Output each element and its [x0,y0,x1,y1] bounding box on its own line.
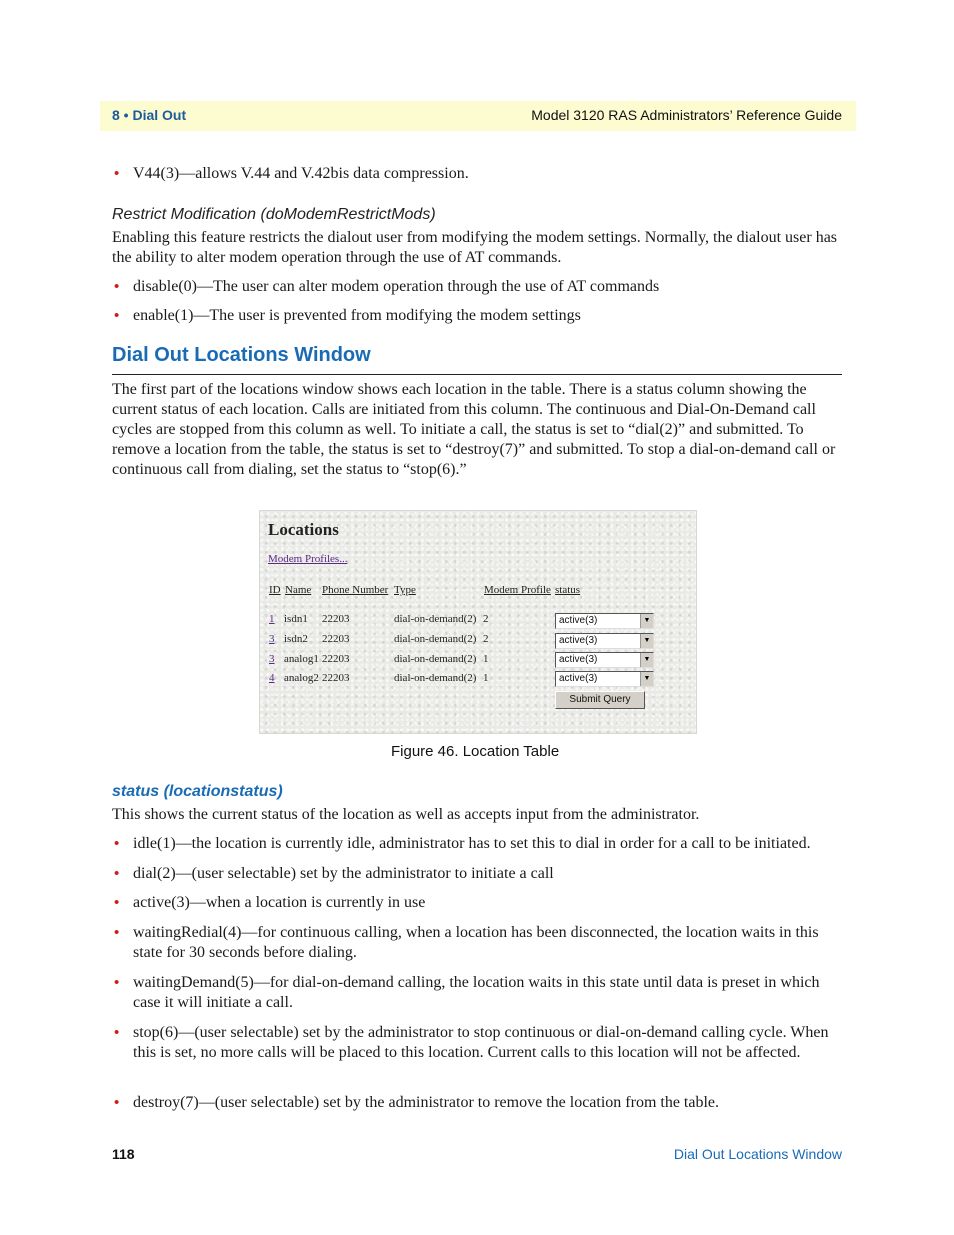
column-header-type: Type [394,584,416,596]
bullet-icon: • [114,1094,120,1111]
list-item [112,1093,842,1113]
figure-caption: Figure 46. Location Table [391,743,560,760]
row-profile: 2 [483,613,489,625]
bullet-text: idle(1)—the location is currently idle, administrator has to set this to dial in order for a call to be initiated. [133,835,811,852]
row-phone: 22203 [322,653,350,665]
section-heading: Dial Out Locations Window [112,344,371,366]
dropdown-arrow-icon[interactable]: ▼ [640,672,653,686]
bullet-icon: • [114,307,120,324]
header-guide-title: Model 3120 RAS Administrators’ Reference Guide [531,107,842,123]
row-id-link[interactable]: 4 [269,672,275,684]
row-profile: 1 [483,672,489,684]
bullet-text: active(3)—when a location is currently in use [133,894,426,911]
list-item [112,306,842,326]
column-header-name: Name [285,584,312,596]
page-number: 118 [112,1146,135,1162]
modem-profiles-link[interactable]: Modem Profiles... [268,553,348,565]
row-profile: 1 [483,653,489,665]
bullet-icon: • [114,865,120,882]
status-paragraph: This shows the current status of the location as well as accepts input from the administrator. [112,806,700,823]
bullet-text: V44(3)—allows V.44 and V.42bis data compression. [133,165,469,182]
row-type: dial-on-demand(2) [394,672,477,684]
restrict-paragraph: Enabling this feature restricts the dialout user from modifying the modem settings. Normally, the dialout user has the ability to alter modem operation through the use of AT commands. [112,229,838,266]
footer-section-title: Dial Out Locations Window [673,1146,842,1162]
row-type: dial-on-demand(2) [394,613,477,625]
column-header-id: ID [269,584,281,596]
bullet-text: enable(1)—The user is prevented from modifying the modem settings [133,307,581,324]
row-id-link[interactable]: 3 [269,653,275,665]
list-item [112,834,842,854]
row-type: dial-on-demand(2) [394,653,477,665]
header-chapter: 8 • Dial Out [112,107,187,123]
status-select-value: active(3) [559,635,598,646]
restrict-heading: Restrict Modification (doModemRestrictMods) [112,206,436,223]
bullet-text: waitingDemand(5)—for dial-on-demand calling, the location waits in this state until data is preset in which case it will initiate a call. [133,974,820,1011]
row-name: isdn2 [284,633,308,645]
status-select[interactable] [555,652,654,668]
bullet-icon: • [114,894,120,911]
bullet-icon: • [114,278,120,295]
list-item [112,893,842,913]
bullet-text: waitingRedial(4)—for continuous calling, when a location has been disconnected, the location waits in this state for 30 seconds before dialing. [133,924,819,961]
dropdown-arrow-icon[interactable]: ▼ [640,634,653,648]
row-profile: 2 [483,633,489,645]
column-header-profile: Modem Profile [484,584,551,596]
status-select[interactable] [555,633,654,649]
running-header [100,101,856,131]
row-phone: 22203 [322,672,350,684]
figure-title: Locations [268,520,339,539]
row-id-link[interactable]: 3 [269,633,275,645]
status-select-value: active(3) [559,673,598,684]
bullet-text: destroy(7)—(user selectable) set by the administrator to remove the location from the table. [133,1094,720,1111]
bullet-text: disable(0)—The user can alter modem operation through the use of AT commands [133,278,660,295]
heading-rule [112,374,842,375]
column-header-phone: Phone Number [322,584,389,596]
section-paragraph: The first part of the locations window shows each location in the table. There is a status column showing the current status of each location. Calls are initiated from this column. The continuous and Dial-On-Demand call cycles are stopped from this column as well. To initiate a call, the status is set to “dial(2)” and submitted. To remove a location from the table, the status is set to “destroy(7)” and submitted. To stop a dial-on-demand call or continuous call from dialing, set the status to “stop(6).” [112,381,836,478]
status-select[interactable] [555,613,654,629]
row-name: analog2 [284,672,319,684]
list-item [112,973,842,1013]
row-id-link[interactable]: 1 [269,613,275,625]
list-item [112,864,842,884]
locations-screenshot-figure [259,510,697,734]
column-header-status: status [555,584,581,596]
bullet-icon: • [114,1024,120,1041]
list-item [112,164,842,184]
row-type: dial-on-demand(2) [394,633,477,645]
row-name: isdn1 [284,613,308,625]
status-select-value: active(3) [559,654,598,665]
bullet-icon: • [114,924,120,941]
bullet-text: stop(6)—(user selectable) set by the administrator to stop continuous or dial-on-demand calling cycle. When this is set, no more calls will be placed to this location. Current calls to this location will not be affected. [133,1024,829,1061]
bullet-icon: • [114,835,120,852]
row-phone: 22203 [322,633,350,645]
row-name: analog1 [284,653,319,665]
status-heading: status (locationstatus) [112,783,283,800]
submit-query-button[interactable]: Submit Query [555,691,645,709]
bullet-icon: • [114,974,120,991]
list-item [112,277,842,297]
row-phone: 22203 [322,613,350,625]
dropdown-arrow-icon[interactable]: ▼ [640,614,653,628]
status-select-value: active(3) [559,615,598,626]
status-select[interactable] [555,671,654,687]
list-item [112,923,842,963]
bullet-icon: • [114,165,120,182]
dropdown-arrow-icon[interactable]: ▼ [640,653,653,667]
list-item [112,1023,842,1063]
bullet-text: dial(2)—(user selectable) set by the administrator to initiate a call [133,865,554,882]
